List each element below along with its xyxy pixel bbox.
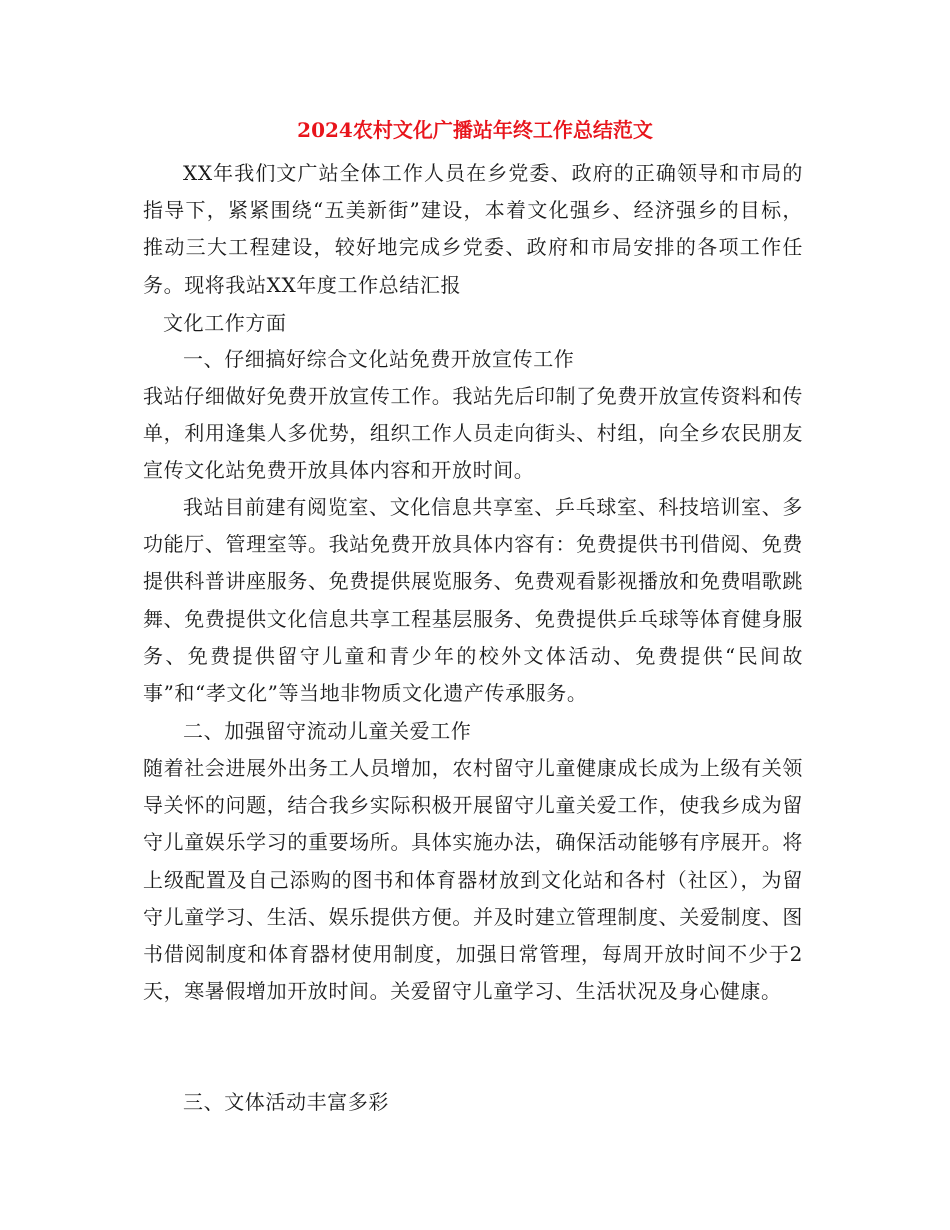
paragraph-left-behind-children: 随着社会进展外出务工人员增加，农村留守儿童健康成长成为上级有关领导关怀的问题，结合我乡实际积极开展留守儿童关爱工作，使我乡成为留守儿童娱乐学习的重要场所。具体实施办法，确保活动能够有序展开。将上级配置及自己添购的图书和体育器材放到文化站和各村（社区），为留守儿童学习、生活、娱乐提供方便。并及时建立管理制度、关爱制度、图书借阅制度和体育器材使用制度，加强日常管理，每周开放时间不少于2天，寒暑假增加开放时间。关爱留守儿童学习、生活状况及身心健康。 [143,756,803,1004]
section-heading-culture-work: 文化工作方面 [163,311,287,335]
intro-paragraph: XX年我们文广站全体工作人员在乡党委、政府的正确领导和市局的指导下，紧紧围绕“五美新街”建设，本着文化强乡、经济强乡的目标，推动三大工程建设，较好地完成乡党委、政府和市局安排的各项工作任务。现将我站XX年度工作总结汇报 [143,161,803,297]
heading-free-opening-publicity: 一、仔细搞好综合文化站免费开放宣传工作 [183,347,575,371]
paragraph-free-services: 我站目前建有阅览室、文化信息共享室、乒乓球室、科技培训室、多功能厅、管理室等。我站免费开放具体内容有：免费提供书刊借阅、免费提供科普讲座服务、免费提供展览服务、免费观看影视播放和免费唱歌跳舞、免费提供文化信息共享工程基层服务、免费提供乒乓球等体育健身服务、免费提供留守儿童和青少年的校外文体活动、免费提供“民间故事”和“孝文化”等当地非物质文化遗产传承服务。 [143,495,803,706]
paragraph-publicity-work: 我站仔细做好免费开放宣传工作。我站先后印制了免费开放宣传资料和传单，利用逢集人多优势，组织工作人员走向街头、村组，向全乡农民朋友宣传文化站免费开放具体内容和开放时间。 [143,384,803,483]
heading-cultural-sports-activities: 三、文体活动丰富多彩 [183,1090,389,1114]
document-title: 2024农村文化广播站年终工作总结范文 [297,118,653,142]
heading-left-behind-children: 二、加强留守流动儿童关爱工作 [183,719,472,743]
